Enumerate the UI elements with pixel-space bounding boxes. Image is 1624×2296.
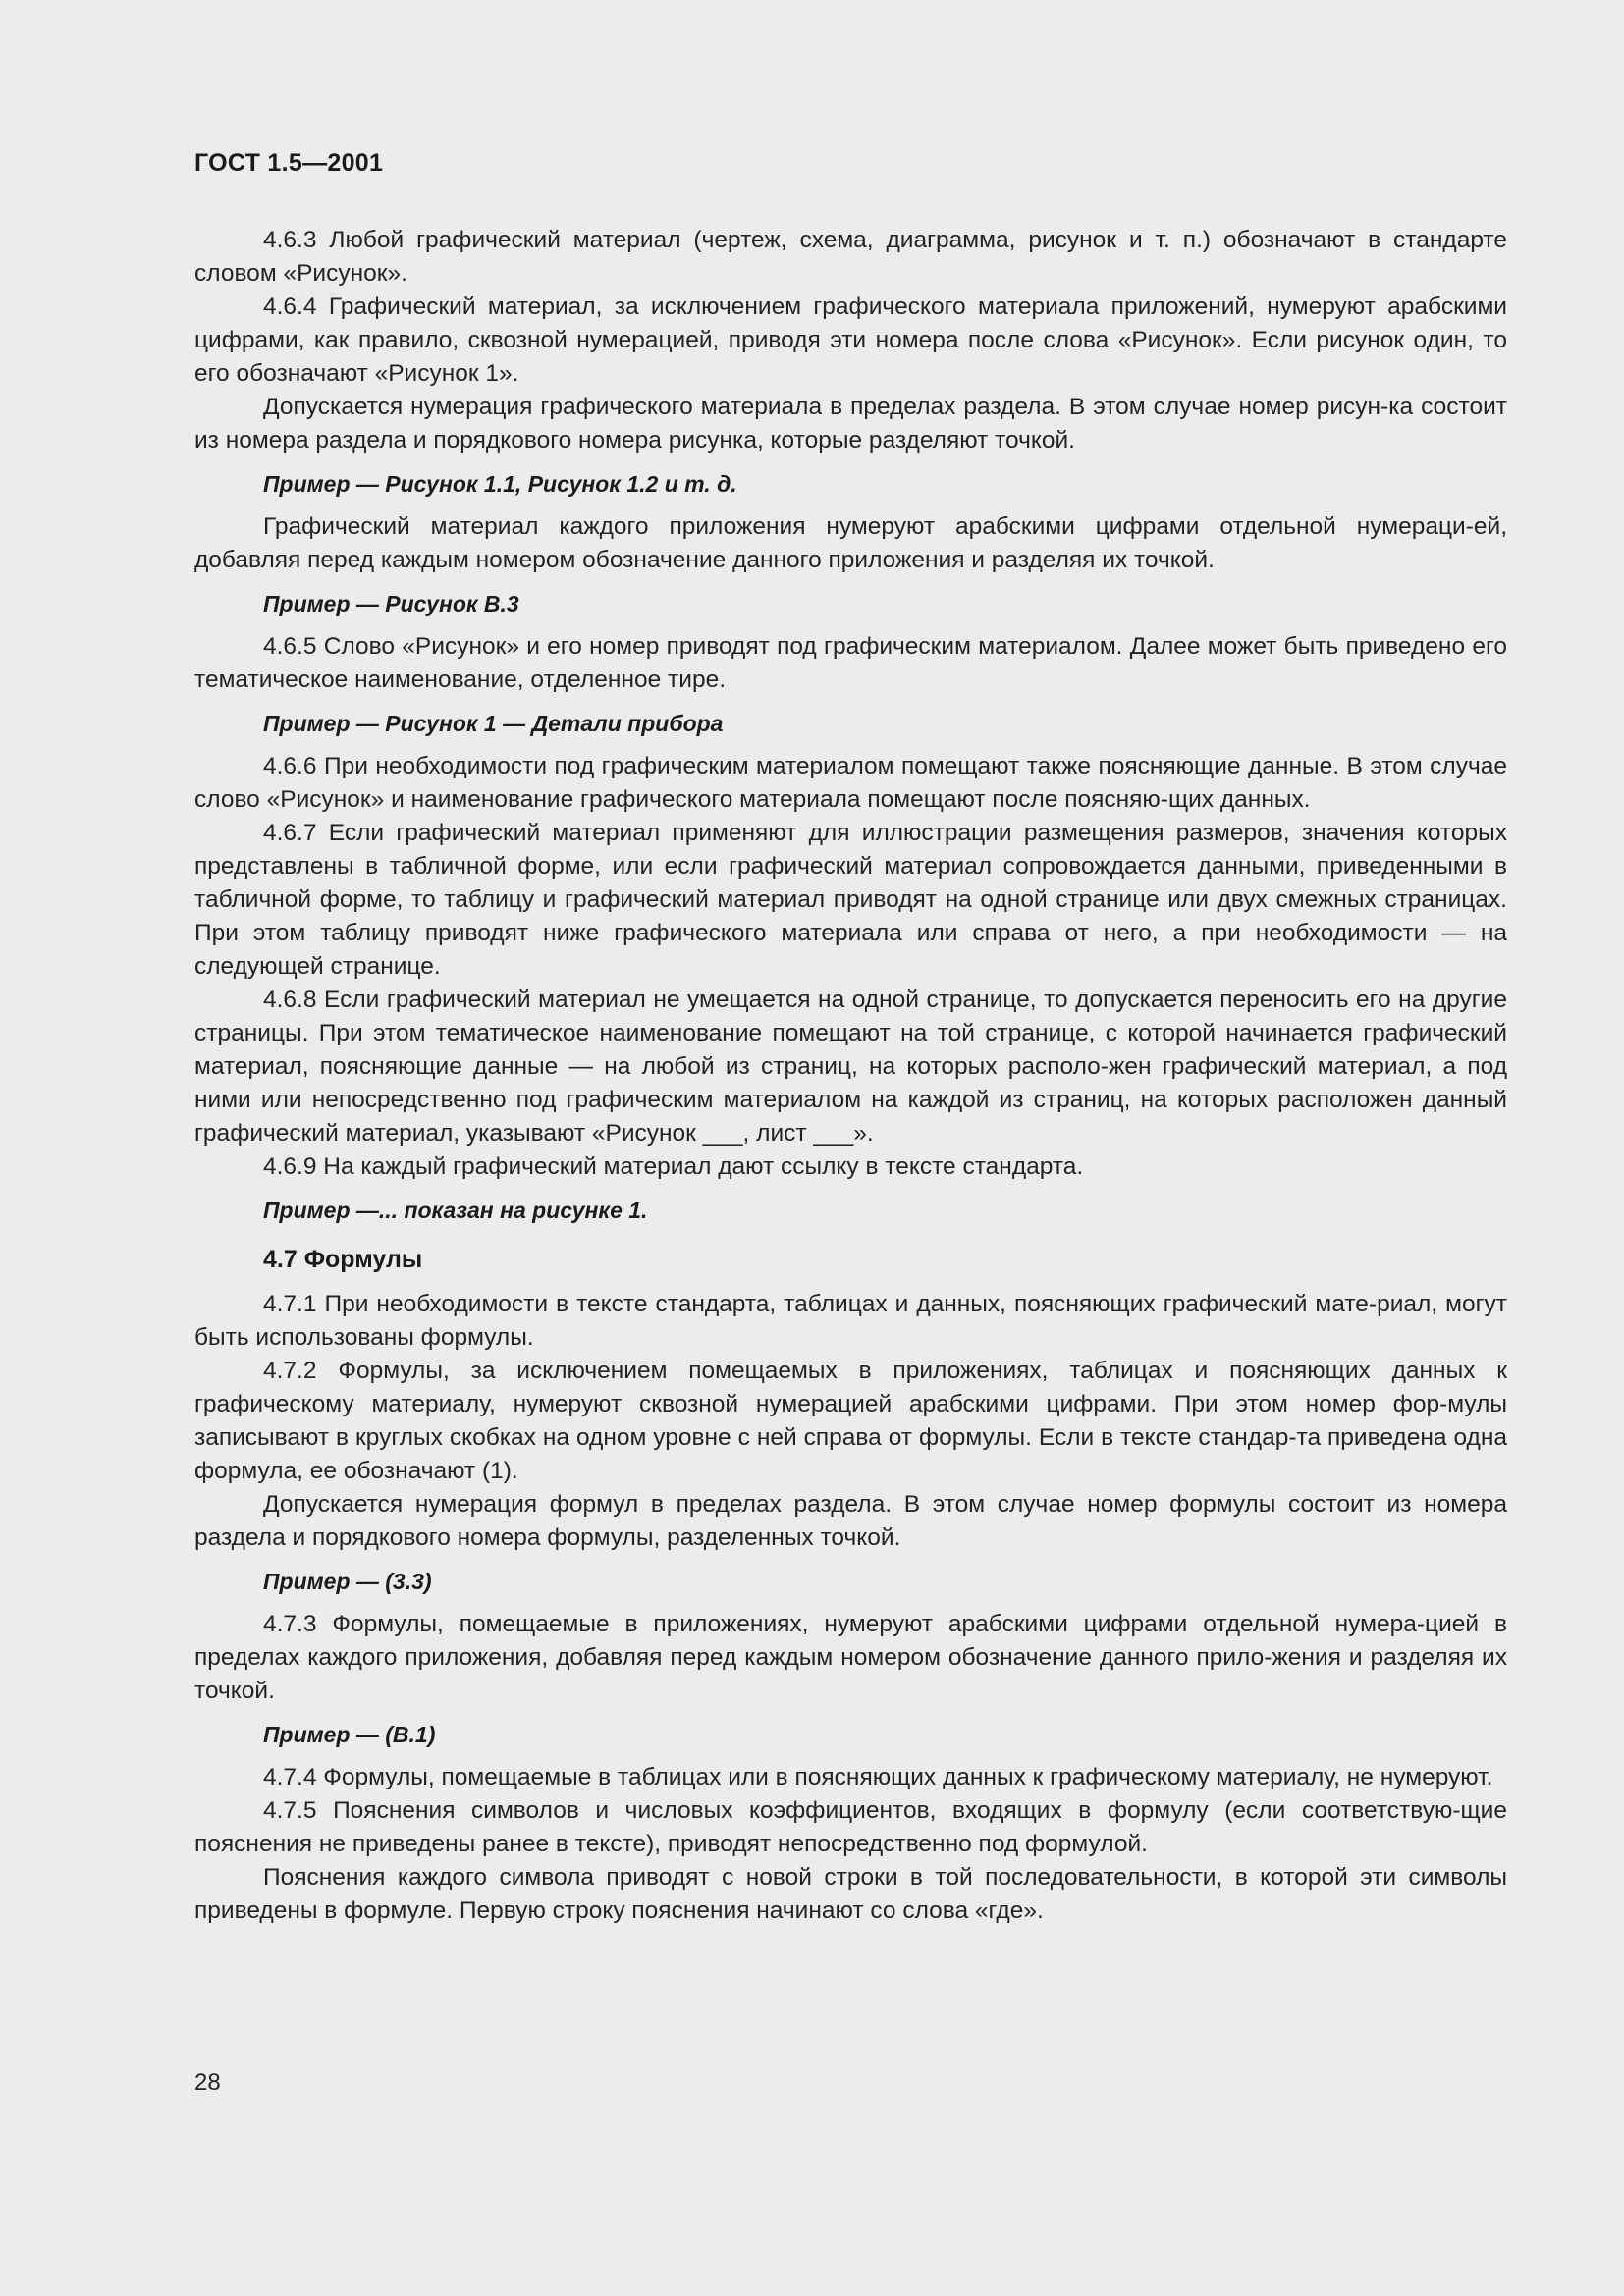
paragraph-4-6-7: 4.6.7 Если графический материал применяют для иллюстрации размещения размеров, значения которых представлены в табличной форме, или если графический материал сопровождается данными, приведенными в табличной форме, то таблицу и графический материал приводят на одной странице или двух смежных страницах. При этом таблицу приводят ниже графического материала или справа от него, а при необходимости — на следующей странице. (194, 820, 1507, 980)
paragraph-4-7-3: 4.7.3 Формулы, помещаемые в приложениях, нумеруют арабскими цифрами отдельной нумера-цией в пределах каждого приложения, добавляя перед каждым номером обозначение данного прило-жения и разделяя их точкой. (194, 1611, 1507, 1704)
example-figure-numbers: Пример — Рисунок 1.1, Рисунок 1.2 и т. д. (263, 471, 737, 497)
paragraph-formula-numbering-in-section: Допускается нумерация формул в пределах раздела. В этом случае номер формулы состоит из номера раздела и порядкового номера формулы, разделенных точкой. (194, 1491, 1507, 1551)
paragraph-4-6-5: 4.6.5 Слово «Рисунок» и его номер приводят под графическим материалом. Далее может быть приведено его тематическое наименование, отделенное тире. (194, 633, 1507, 693)
example-appendix-figure: Пример — Рисунок В.3 (263, 591, 519, 616)
page-number: 28 (194, 2069, 221, 2096)
section-heading-4-7: 4.7 Формулы (263, 1246, 423, 1273)
paragraph-4-6-8: 4.6.8 Если графический материал не умещается на одной странице, то допускается переносить его на другие страницы. При этом тематическое наименование помещают на той странице, с которой начинается графический материал, поясняющие данные — на любой из страниц, на которых располо-жен графический материал, а под ними или непосредственно под графическим материалом на каждой из страниц, на которых расположен данный графический материал, указывают «Рисунок ___, лист ___». (194, 987, 1507, 1147)
document-header: ГОСТ 1.5—2001 (194, 149, 384, 177)
example-figure-title: Пример — Рисунок 1 — Детали прибора (263, 711, 724, 736)
paragraph-appendix-figure-numbering: Графический материал каждого приложения нумеруют арабскими цифрами отдельной нумераци-ей, добавляя перед каждым номером обозначение данного приложения и разделяя их точкой. (194, 513, 1507, 573)
paragraph-symbol-explanations: Пояснения каждого символа приводят с новой строки в той последовательности, в которой эти символы приведены в формуле. Первую строку пояснения начинают со слова «где». (194, 1864, 1507, 1924)
paragraph-4-6-6: 4.6.6 При необходимости под графическим материалом помещают также поясняющие данные. В этом случае слово «Рисунок» и наименование графического материала помещают после поясняю-щих данных. (194, 753, 1507, 813)
example-figure-reference: Пример —... показан на рисунке 1. (263, 1198, 648, 1223)
document-body (194, 224, 1507, 1928)
paragraph-4-6-3: 4.6.3 Любой графический материал (чертеж, схема, диаграмма, рисунок и т. п.) обозначают в стандарте словом «Рисунок». (194, 227, 1507, 287)
example-appendix-formula-number: Пример — (В.1) (263, 1722, 436, 1747)
paragraph-4-6-9: 4.6.9 На каждый графический материал дают ссылку в тексте стандарта. (263, 1153, 1084, 1180)
paragraph-4-7-1: 4.7.1 При необходимости в тексте стандарта, таблицах и данных, поясняющих графический мате-риал, могут быть использованы формулы. (194, 1291, 1507, 1351)
paragraph-4-7-4: 4.7.4 Формулы, помещаемые в таблицах или в поясняющих данных к графическому материалу, не нумеруют. (263, 1764, 1493, 1790)
paragraph-4-7-5: 4.7.5 Пояснения символов и числовых коэффициентов, входящих в формулу (если соответствую-щие пояснения не приведены ранее в тексте), приводят непосредственно под формулой. (194, 1797, 1507, 1857)
paragraph-figure-numbering-in-section: Допускается нумерация графического материала в пределах раздела. В этом случае номер рисун-ка состоит из номера раздела и порядкового номера рисунка, которые разделяют точкой. (194, 394, 1507, 454)
paragraph-4-6-4: 4.6.4 Графический материал, за исключением графического материала приложений, нумеруют арабскими цифрами, как правило, сквозной нумерацией, приводя эти номера после слова «Рисунок». Если рисунок один, то его обозначают «Рисунок 1». (194, 294, 1507, 387)
paragraph-4-7-2: 4.7.2 Формулы, за исключением помещаемых в приложениях, таблицах и поясняющих данных к графическому материалу, нумеруют сквозной нумерацией арабскими цифрами. При этом номер фор-мулы записывают в круглых скобках на одном уровне с ней справа от формулы. Если в тексте стандар-та приведена одна формула, ее обозначают (1). (194, 1358, 1507, 1484)
example-formula-number: Пример — (3.3) (263, 1569, 432, 1594)
